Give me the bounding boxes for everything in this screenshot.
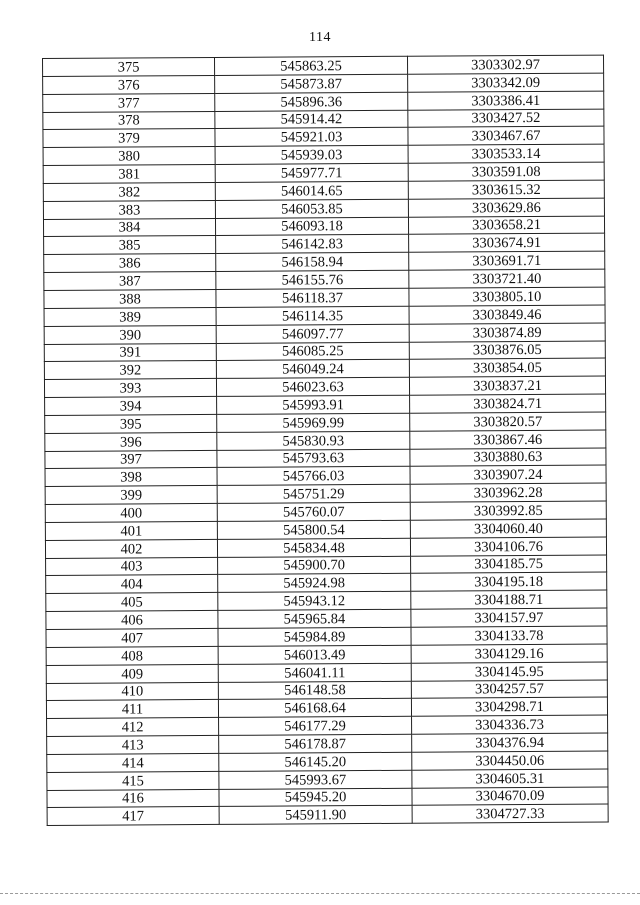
x-coordinate-cell: 545911.90 (219, 806, 412, 825)
x-coordinate-cell: 546049.24 (216, 360, 409, 379)
y-coordinate-cell: 3303629.86 (408, 198, 604, 217)
x-coordinate-cell: 545969.99 (217, 413, 410, 432)
x-coordinate-cell: 545793.63 (217, 449, 410, 468)
point-number-cell: 381 (43, 165, 215, 184)
point-number-cell: 404 (46, 575, 218, 594)
y-coordinate-cell: 3303992.85 (410, 501, 606, 520)
point-number-cell: 391 (44, 343, 216, 362)
point-number-cell: 415 (47, 771, 219, 790)
y-coordinate-cell: 3303533.14 (408, 144, 604, 163)
x-coordinate-cell: 546148.58 (218, 681, 411, 700)
x-coordinate-cell: 546093.18 (215, 217, 408, 236)
point-number-cell: 406 (46, 611, 218, 630)
point-number-cell: 393 (44, 379, 216, 398)
y-coordinate-cell: 3304336.73 (412, 715, 608, 734)
y-coordinate-cell: 3303962.28 (410, 483, 606, 502)
x-coordinate-cell: 546142.83 (216, 235, 409, 254)
x-coordinate-cell: 545766.03 (217, 467, 410, 486)
point-number-cell: 390 (44, 325, 216, 344)
y-coordinate-cell: 3303658.21 (408, 216, 604, 235)
x-coordinate-cell: 545834.48 (217, 538, 410, 557)
x-coordinate-cell: 546114.35 (216, 306, 409, 325)
x-coordinate-cell: 545760.07 (217, 502, 410, 521)
y-coordinate-cell: 3303427.52 (408, 109, 604, 128)
y-coordinate-cell: 3303721.40 (409, 269, 605, 288)
y-coordinate-cell: 3303674.91 (409, 234, 605, 253)
x-coordinate-cell: 545993.91 (217, 395, 410, 414)
point-number-cell: 398 (45, 468, 217, 487)
y-coordinate-cell: 3304145.95 (411, 662, 607, 681)
y-coordinate-cell: 3304133.78 (411, 626, 607, 645)
point-number-cell: 416 (47, 789, 219, 808)
x-coordinate-cell: 545921.03 (215, 128, 408, 147)
y-coordinate-cell: 3304157.97 (411, 608, 607, 627)
point-number-cell: 384 (43, 218, 215, 237)
table-row (47, 804, 608, 825)
y-coordinate-cell: 3303824.71 (410, 394, 606, 413)
y-coordinate-cell: 3304129.16 (411, 644, 607, 663)
coordinates-table (42, 55, 609, 827)
y-coordinate-cell: 3303691.71 (409, 251, 605, 270)
point-number-cell: 400 (45, 504, 217, 523)
y-coordinate-cell: 3304727.33 (412, 804, 608, 823)
y-coordinate-cell: 3304670.09 (412, 787, 608, 806)
y-coordinate-cell: 3304195.18 (411, 573, 607, 592)
point-number-cell: 412 (47, 718, 219, 737)
point-number-cell: 401 (45, 521, 217, 540)
x-coordinate-cell: 546013.49 (218, 645, 411, 664)
y-coordinate-cell: 3303876.05 (409, 341, 605, 360)
x-coordinate-cell: 546178.87 (219, 734, 412, 753)
y-coordinate-cell: 3303805.10 (409, 287, 605, 306)
page-number: 114 (309, 30, 331, 45)
x-coordinate-cell: 545751.29 (217, 485, 410, 504)
point-number-cell: 411 (46, 700, 218, 719)
x-coordinate-cell: 545914.42 (215, 110, 408, 129)
y-coordinate-cell: 3303907.24 (410, 465, 606, 484)
point-number-cell: 379 (43, 129, 215, 148)
y-coordinate-cell: 3303867.46 (410, 430, 606, 449)
x-coordinate-cell: 546168.64 (218, 699, 411, 718)
y-coordinate-cell: 3303342.09 (408, 73, 604, 92)
point-number-cell: 399 (45, 486, 217, 505)
x-coordinate-cell: 545873.87 (215, 74, 408, 93)
x-coordinate-cell: 545945.20 (219, 788, 412, 807)
point-number-cell: 414 (47, 753, 219, 772)
point-number-cell: 413 (47, 735, 219, 754)
y-coordinate-cell: 3304605.31 (412, 769, 608, 788)
y-coordinate-cell: 3304188.71 (411, 590, 607, 609)
point-number-cell: 397 (45, 450, 217, 469)
point-number-cell: 386 (44, 254, 216, 273)
x-coordinate-cell: 545984.89 (218, 627, 411, 646)
x-coordinate-cell: 546118.37 (216, 288, 409, 307)
point-number-cell: 402 (45, 539, 217, 558)
x-coordinate-cell: 545800.54 (217, 520, 410, 539)
point-number-cell: 388 (44, 289, 216, 308)
point-number-cell: 396 (45, 432, 217, 451)
point-number-cell: 385 (44, 236, 216, 255)
point-number-cell: 417 (47, 807, 219, 826)
x-coordinate-cell: 545939.03 (215, 145, 408, 164)
y-coordinate-cell: 3304450.06 (412, 751, 608, 770)
y-coordinate-cell: 3303615.32 (408, 180, 604, 199)
x-coordinate-cell: 546158.94 (216, 253, 409, 272)
x-coordinate-cell: 546155.76 (216, 270, 409, 289)
y-coordinate-cell: 3303880.63 (410, 448, 606, 467)
x-coordinate-cell: 546145.20 (219, 752, 412, 771)
coordinates-table-body (43, 55, 609, 826)
point-number-cell: 410 (46, 682, 218, 701)
point-number-cell: 383 (43, 200, 215, 219)
x-coordinate-cell: 545977.71 (215, 163, 408, 182)
point-number-cell: 394 (45, 396, 217, 415)
x-coordinate-cell: 546085.25 (216, 342, 409, 361)
y-coordinate-cell: 3304185.75 (411, 555, 607, 574)
y-coordinate-cell: 3303820.57 (410, 412, 606, 431)
y-coordinate-cell: 3303467.67 (408, 126, 604, 145)
y-coordinate-cell: 3304106.76 (410, 537, 606, 556)
y-coordinate-cell: 3303874.89 (409, 323, 605, 342)
x-coordinate-cell: 546014.65 (215, 181, 408, 200)
point-number-cell: 387 (44, 272, 216, 291)
y-coordinate-cell: 3303302.97 (407, 55, 603, 74)
point-number-cell: 392 (44, 361, 216, 380)
x-coordinate-cell: 545924.98 (218, 574, 411, 593)
y-coordinate-cell: 3303837.21 (409, 376, 605, 395)
point-number-cell: 376 (43, 75, 215, 94)
point-number-cell: 375 (43, 57, 215, 76)
y-coordinate-cell: 3304257.57 (411, 680, 607, 699)
x-coordinate-cell: 545943.12 (218, 592, 411, 611)
y-coordinate-cell: 3303854.05 (409, 358, 605, 377)
y-coordinate-cell: 3304060.40 (410, 519, 606, 538)
page-bottom-rule (0, 893, 640, 894)
point-number-cell: 403 (46, 557, 218, 576)
x-coordinate-cell: 545896.36 (215, 92, 408, 111)
x-coordinate-cell: 546097.77 (216, 324, 409, 343)
x-coordinate-cell: 545965.84 (218, 609, 411, 628)
x-coordinate-cell: 545993.67 (219, 770, 412, 789)
y-coordinate-cell: 3304298.71 (411, 697, 607, 716)
point-number-cell: 408 (46, 646, 218, 665)
point-number-cell: 389 (44, 307, 216, 326)
point-number-cell: 395 (45, 414, 217, 433)
y-coordinate-cell: 3303386.41 (408, 91, 604, 110)
point-number-cell: 409 (46, 664, 218, 683)
point-number-cell: 380 (43, 147, 215, 166)
x-coordinate-cell: 545863.25 (214, 56, 407, 75)
x-coordinate-cell: 545830.93 (217, 431, 410, 450)
point-number-cell: 407 (46, 628, 218, 647)
x-coordinate-cell: 546177.29 (219, 716, 412, 735)
y-coordinate-cell: 3304376.94 (412, 733, 608, 752)
point-number-cell: 377 (43, 93, 215, 112)
point-number-cell: 378 (43, 111, 215, 130)
y-coordinate-cell: 3303849.46 (409, 305, 605, 324)
x-coordinate-cell: 546023.63 (216, 377, 409, 396)
point-number-cell: 382 (43, 182, 215, 201)
x-coordinate-cell: 545900.70 (218, 556, 411, 575)
x-coordinate-cell: 546041.11 (218, 663, 411, 682)
x-coordinate-cell: 546053.85 (215, 199, 408, 218)
point-number-cell: 405 (46, 593, 218, 612)
y-coordinate-cell: 3303591.08 (408, 162, 604, 181)
